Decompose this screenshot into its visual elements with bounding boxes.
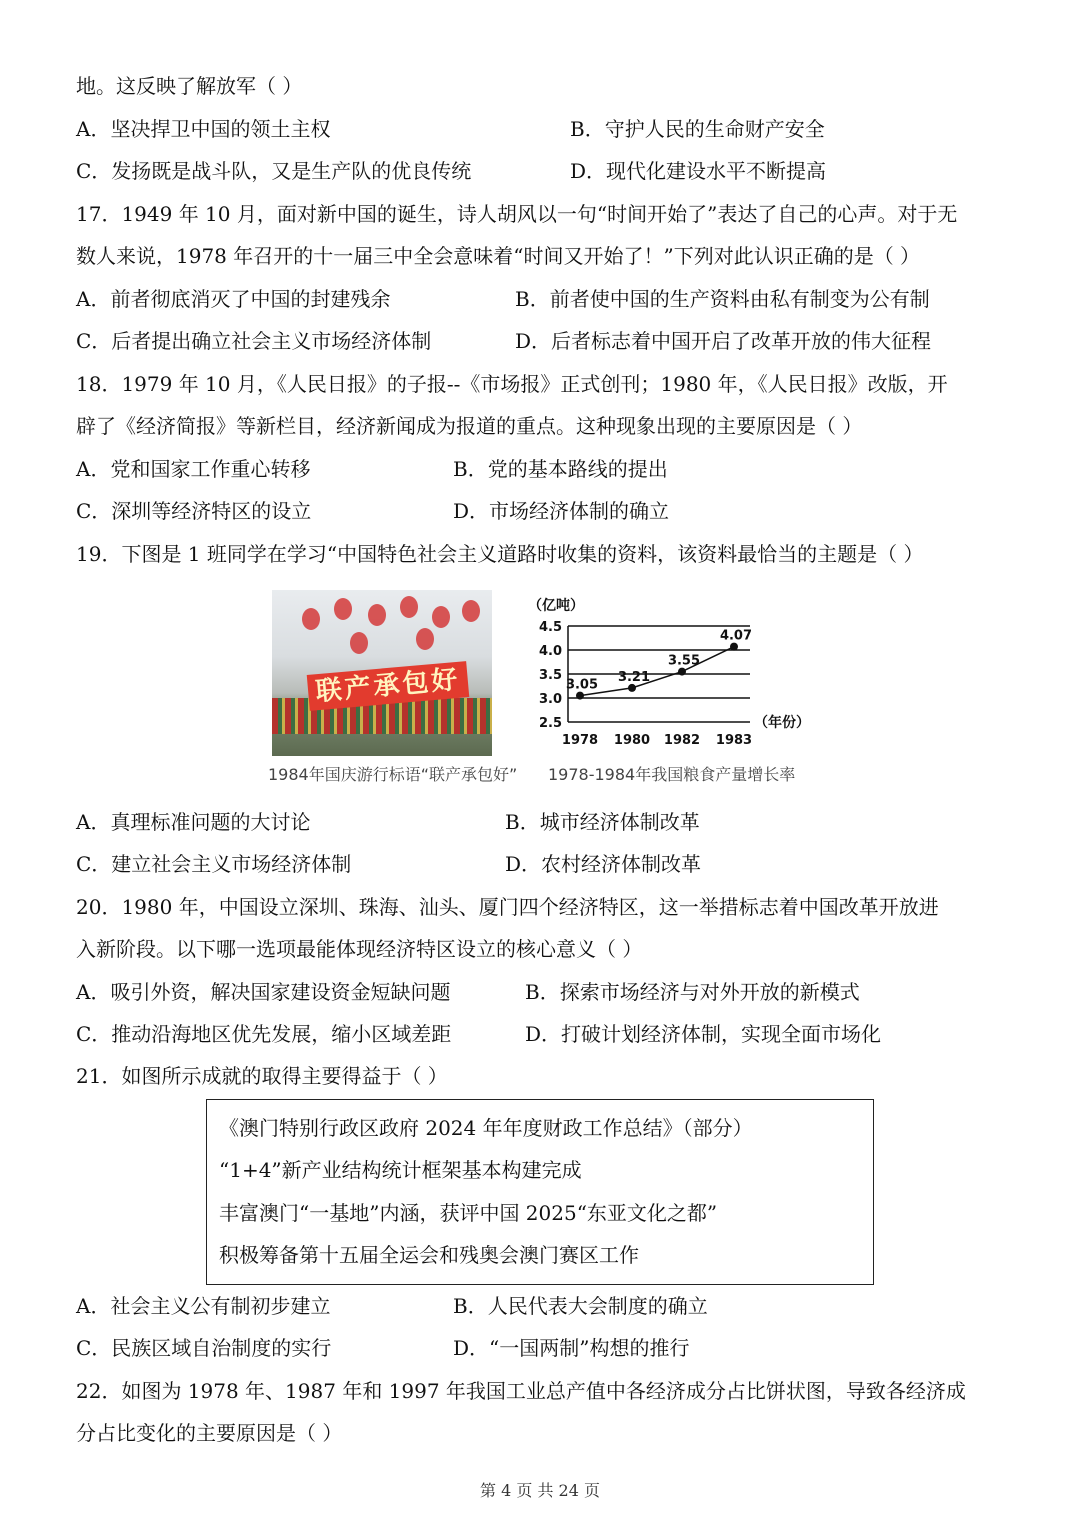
box-line: 丰富澳门“一基地”内涵，获评中国 2025“东亚文化之都”: [219, 1201, 718, 1225]
x-tick-label: 1982: [663, 733, 701, 748]
box-line: “1+4”新产业结构统计框架基本构建完成: [219, 1158, 582, 1182]
parade-photo: [272, 590, 492, 756]
q19-option-b: B．城市经济体制改革: [505, 810, 700, 834]
chart-ylabel: （亿吨）: [528, 598, 584, 614]
data-label: 3.21: [617, 669, 651, 685]
q17-stem-line2: 数人来说，1978 年召开的十一届三中全会意味着“时间又开始了！”下列对此认识正确的是（ ）: [76, 244, 921, 268]
data-point: [576, 692, 584, 700]
box-title: 《澳门特别行政区政府 2024 年年度财政工作总结》（部分）: [219, 1116, 753, 1140]
q21-option-a: A．社会主义公有制初步建立: [76, 1294, 331, 1318]
series-line: [580, 647, 734, 696]
q16-option-d: D．现代化建设水平不断提高: [570, 159, 827, 183]
q21-option-d: D．“一国两制”构想的推行: [453, 1336, 690, 1360]
data-label: 3.05: [565, 677, 599, 693]
q21-option-b: B．人民代表大会制度的确立: [453, 1294, 708, 1318]
chart-xlabel: （年份）: [754, 715, 810, 731]
q17-option-d: D．后者标志着中国开启了改革开放的伟大征程: [515, 329, 932, 353]
q17-stem-line1: 17．1949 年 10 月，面对新中国的诞生，诗人胡风以一句“时间开始了”表达了自己的心声。对于无: [76, 202, 958, 226]
q16-option-a: A．坚决捍卫中国的领土主权: [76, 117, 331, 141]
data-point: [678, 668, 686, 676]
y-tick-label: 4.5: [538, 620, 562, 635]
q18-option-a: A．党和国家工作重心转移: [76, 457, 311, 481]
box-line: 积极筹备第十五届全运会和残奥会澳门赛区工作: [219, 1243, 639, 1267]
q18-stem-line2: 辟了《经济简报》等新栏目，经济新闻成为报道的重点。这种现象出现的主要原因是（ ）: [76, 414, 863, 438]
q16-stem-tail: 地。这反映了解放军（ ）: [76, 74, 303, 98]
q17-option-a: A．前者彻底消灭了中国的封建残余: [76, 287, 391, 311]
q19-option-c: C．建立社会主义市场经济体制: [76, 852, 352, 876]
q20-stem-line1: 20．1980 年，中国设立深圳、珠海、汕头、厦门四个经济特区，这一举措标志着中国改革开放进: [76, 895, 939, 919]
q20-option-d: D．打破计划经济体制，实现全面市场化: [525, 1022, 882, 1046]
x-tick-label: 1980: [613, 733, 651, 748]
q22-stem-line1: 22．如图为 1978 年、1987 年和 1997 年我国工业总产值中各经济成分占比饼状图，导致各经济成: [76, 1379, 966, 1403]
data-point: [628, 684, 636, 692]
q20-option-b: B．探索市场经济与对外开放的新模式: [525, 980, 860, 1004]
grain-output-chart: [522, 590, 822, 750]
q20-stem-line2: 入新阶段。以下哪一选项最能体现经济特区设立的核心意义（ ）: [76, 937, 643, 961]
q20-option-c: C．推动沿海地区优先发展，缩小区域差距: [76, 1022, 452, 1046]
data-label: 3.55: [667, 653, 701, 669]
q18-option-b: B．党的基本路线的提出: [453, 457, 668, 481]
q17-option-c: C．后者提出确立社会主义市场经济体制: [76, 329, 432, 353]
data-point: [730, 643, 738, 651]
x-tick-label: 1983: [715, 733, 753, 748]
y-tick-label: 3.5: [538, 668, 562, 683]
q19-option-a: A．真理标准问题的大讨论: [76, 810, 311, 834]
x-tick-label: 1978: [561, 733, 599, 748]
macau-summary-box: [206, 1099, 874, 1285]
q19-stem: 19．下图是 1 班同学在学习“中国特色社会主义道路时收集的资料，该资料最恰当的主题是（ ）: [76, 542, 924, 566]
photo-caption: 1984年国庆游行标语“联产承包好”: [268, 765, 518, 784]
q16-option-c: C．发扬既是战斗队，又是生产队的优良传统: [76, 159, 472, 183]
q19-option-d: D．农村经济体制改革: [505, 852, 702, 876]
data-label: 4.07: [719, 628, 753, 644]
y-tick-label: 2.5: [538, 716, 562, 731]
chart-caption: 1978-1984年我国粮食产量增长率: [548, 765, 796, 784]
q21-option-c: C．民族区域自治制度的实行: [76, 1336, 332, 1360]
parade-banner: 联产承包好: [307, 661, 470, 711]
q21-stem: 21．如图所示成就的取得主要得益于（ ）: [76, 1064, 448, 1088]
q18-option-d: D．市场经济体制的确立: [453, 499, 670, 523]
q16-option-b: B．守护人民的生命财产安全: [570, 117, 825, 141]
q18-option-c: C．深圳等经济特区的设立: [76, 499, 312, 523]
q22-stem-line2: 分占比变化的主要原因是（ ）: [76, 1421, 343, 1445]
q20-option-a: A．吸引外资，解决国家建设资金短缺问题: [76, 980, 451, 1004]
y-tick-label: 4.0: [538, 644, 562, 659]
y-tick-label: 3.0: [538, 692, 562, 707]
q17-option-b: B．前者使中国的生产资料由私有制变为公有制: [515, 287, 930, 311]
page-footer: 第 4 页 共 24 页: [480, 1481, 600, 1500]
q18-stem-line1: 18．1979 年 10 月，《人民日报》的子报--《市场报》正式创刊；1980 年，《人民日报》改版，开: [76, 372, 948, 396]
